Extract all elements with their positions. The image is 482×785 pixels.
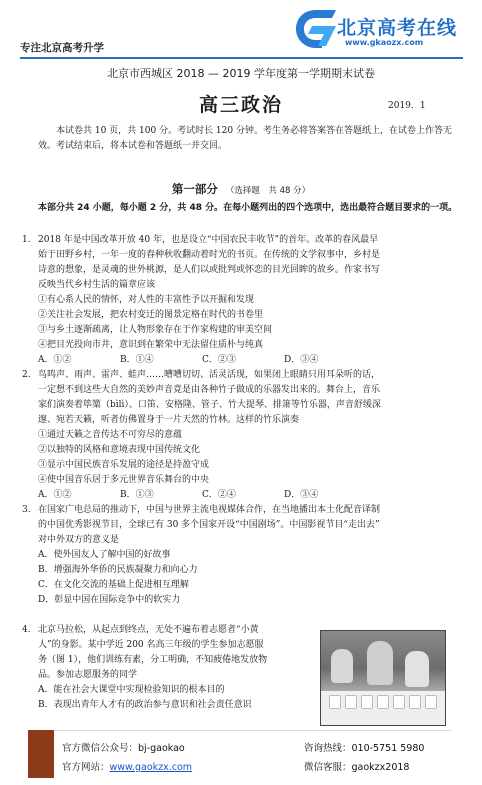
question-number: 1. xyxy=(22,235,31,245)
question-text: 品。参加志愿服务的同学 xyxy=(38,670,138,680)
answer-options xyxy=(22,488,462,503)
answer-options xyxy=(22,353,462,368)
option-b[interactable]: B．①④ xyxy=(120,355,154,365)
option-a[interactable]: A．①② xyxy=(38,490,72,500)
question-text: 的中国优秀影视节目，全球已有 30 多个国家开设“中国剧场”。中国影视节目“走出去” xyxy=(38,520,380,530)
footer-accent-bar xyxy=(28,730,54,778)
question-2 xyxy=(22,368,462,503)
question-text: 鸟鸣声、雨声、雷声、蛙声……嘈嘈切切、活灵活现，如果闭上眼睛只用耳朵听的话， xyxy=(38,370,381,380)
question-text: 人”的身影。某中学近 200 名高三年级的学生参加志愿服 xyxy=(38,640,264,650)
footer-site-label: 官方网站： xyxy=(62,762,110,773)
part-heading xyxy=(0,178,482,197)
statement: ④把目光投向市井，意识到在繁荣中无法留住质朴与纯真 xyxy=(38,340,264,350)
statement: ③与乡土逐渐疏离，让人物形象存在于作家构建的审美空间 xyxy=(38,325,273,335)
footer-service: 微信客服：gaokzx2018 xyxy=(304,762,410,773)
question-text: 在国家广电总局的推动下，中国与世界主流电视媒体合作，在当地播出本土化配音译制 xyxy=(38,505,381,515)
footer-hotline: 咨询热线：010-5751 5980 xyxy=(304,743,425,754)
question-4 xyxy=(22,623,318,713)
header-divider xyxy=(20,57,463,59)
option-b[interactable]: B．增强海外华侨的民族凝聚力和向心力 xyxy=(38,565,198,575)
footer-site xyxy=(62,759,192,773)
part-note: （选择题 共 48 分） xyxy=(225,186,311,196)
exam-intro: 本试卷共 10 页，共 100 分。考试时长 120 分钟。考生务必将答案答在答题纸上，在试卷上作答无效。考试结束后，将本试卷和答题纸一并交回。 xyxy=(38,126,452,151)
option-d[interactable]: D．彰显中国在国际竞争中的软实力 xyxy=(38,595,181,605)
footer-site-link[interactable]: www.gaokzx.com xyxy=(109,762,193,773)
question-3 xyxy=(22,503,462,608)
question-text: 始于田野乡村，一年一度的春种秋收翻动着时光的书页。在传统的文学叙事中，乡村是 xyxy=(38,250,381,260)
question-text: 邃、宛若天籁，听者仿佛置身于一片天然的竹林。这样的竹乐演奏 xyxy=(38,415,300,425)
exam-date: 2019．1 xyxy=(388,101,426,111)
logo-mark-icon xyxy=(292,6,340,52)
question-number: 3. xyxy=(22,505,31,515)
statement: ①通过天籁之音传达不可穷尽的意蕴 xyxy=(38,430,183,440)
question-text: 反映当代乡村生活的篇章应该 xyxy=(38,280,156,290)
option-c[interactable]: C．②③ xyxy=(202,355,236,365)
logo-url: www.gkaozx.com xyxy=(345,38,424,47)
option-c[interactable]: C．②④ xyxy=(202,490,236,500)
question-text: 2018 年是中国改革开放 40 年，也是设立“中国农民丰收节”的首年。改革的春风最早 xyxy=(38,235,379,245)
logo-name: 北京高考在线 xyxy=(337,17,458,39)
question-text: 对中外双方的意义是 xyxy=(38,535,120,545)
option-d[interactable]: D．③④ xyxy=(284,355,319,365)
question-text: 诗意的想象，是灵魂的世外桃源，是人们以或批判或怀恋的目光回眸的故乡。作家书写 xyxy=(38,265,381,275)
subject-title: 高三政治 xyxy=(198,94,283,116)
question-1 xyxy=(22,233,462,368)
option-d[interactable]: D．③④ xyxy=(284,490,319,500)
question-text: 家们演奏着筚篥（bìlì）、口笛、安格隆、管子、竹大提琴、排箫等竹乐器，声音舒缓深 xyxy=(38,400,381,410)
option-b[interactable]: B．①③ xyxy=(120,490,154,500)
statement: ②以独特的风格和意境表现中国传统文化 xyxy=(38,445,201,455)
statement: ④使中国音乐居于多元世界音乐舞台的中央 xyxy=(38,475,210,485)
statement: ②关注社会发展，把农村变迁的图景定格在时代的书卷里 xyxy=(38,310,264,320)
option-a[interactable]: A．能在社会大课堂中实现检验知识的根本目的 xyxy=(38,685,225,695)
option-a[interactable]: A．①② xyxy=(38,355,72,365)
question-number: 2. xyxy=(22,370,31,380)
question-number: 4. xyxy=(22,625,31,635)
option-a[interactable]: A．使外国友人了解中国的好故事 xyxy=(38,550,171,560)
question-text: 北京马拉松，从起点到终点，无处不遍布着志愿者“小黄 xyxy=(38,625,259,635)
statement: ①有心系人民的情怀，对人性的丰富性予以开掘和发现 xyxy=(38,295,255,305)
question-text: 一定想不到这些大自然的美妙声音竟是由各种竹子做成的乐器发出来的。舞台上，音乐 xyxy=(38,385,381,395)
footer-wechat: 官方微信公众号：bj-gaokao xyxy=(62,743,185,754)
option-b[interactable]: B．表现出青年人才有的政治参与意识和社会责任意识 xyxy=(38,700,252,710)
question-text: 务（图 1），他们训练有素，分工明确，不知疲倦地发放物 xyxy=(38,655,268,665)
part-instructions: 本部分共 24 小题，每小题 2 分，共 48 分。在每小题列出的四个选项中，选出最符合题目要求的一项。 xyxy=(38,203,458,213)
header-slogan: 专注北京高考升学 xyxy=(20,42,104,54)
exam-title: 北京市西城区 2018 — 2019 学年度第一学期期末试卷 xyxy=(107,67,375,80)
volunteer-photo xyxy=(320,630,446,726)
statement: ③显示中国民族音乐发展的途径是持盈守成 xyxy=(38,460,210,470)
option-c[interactable]: C．在文化交流的基础上促进相互理解 xyxy=(38,580,189,590)
part-title: 第一部分 xyxy=(171,182,218,196)
